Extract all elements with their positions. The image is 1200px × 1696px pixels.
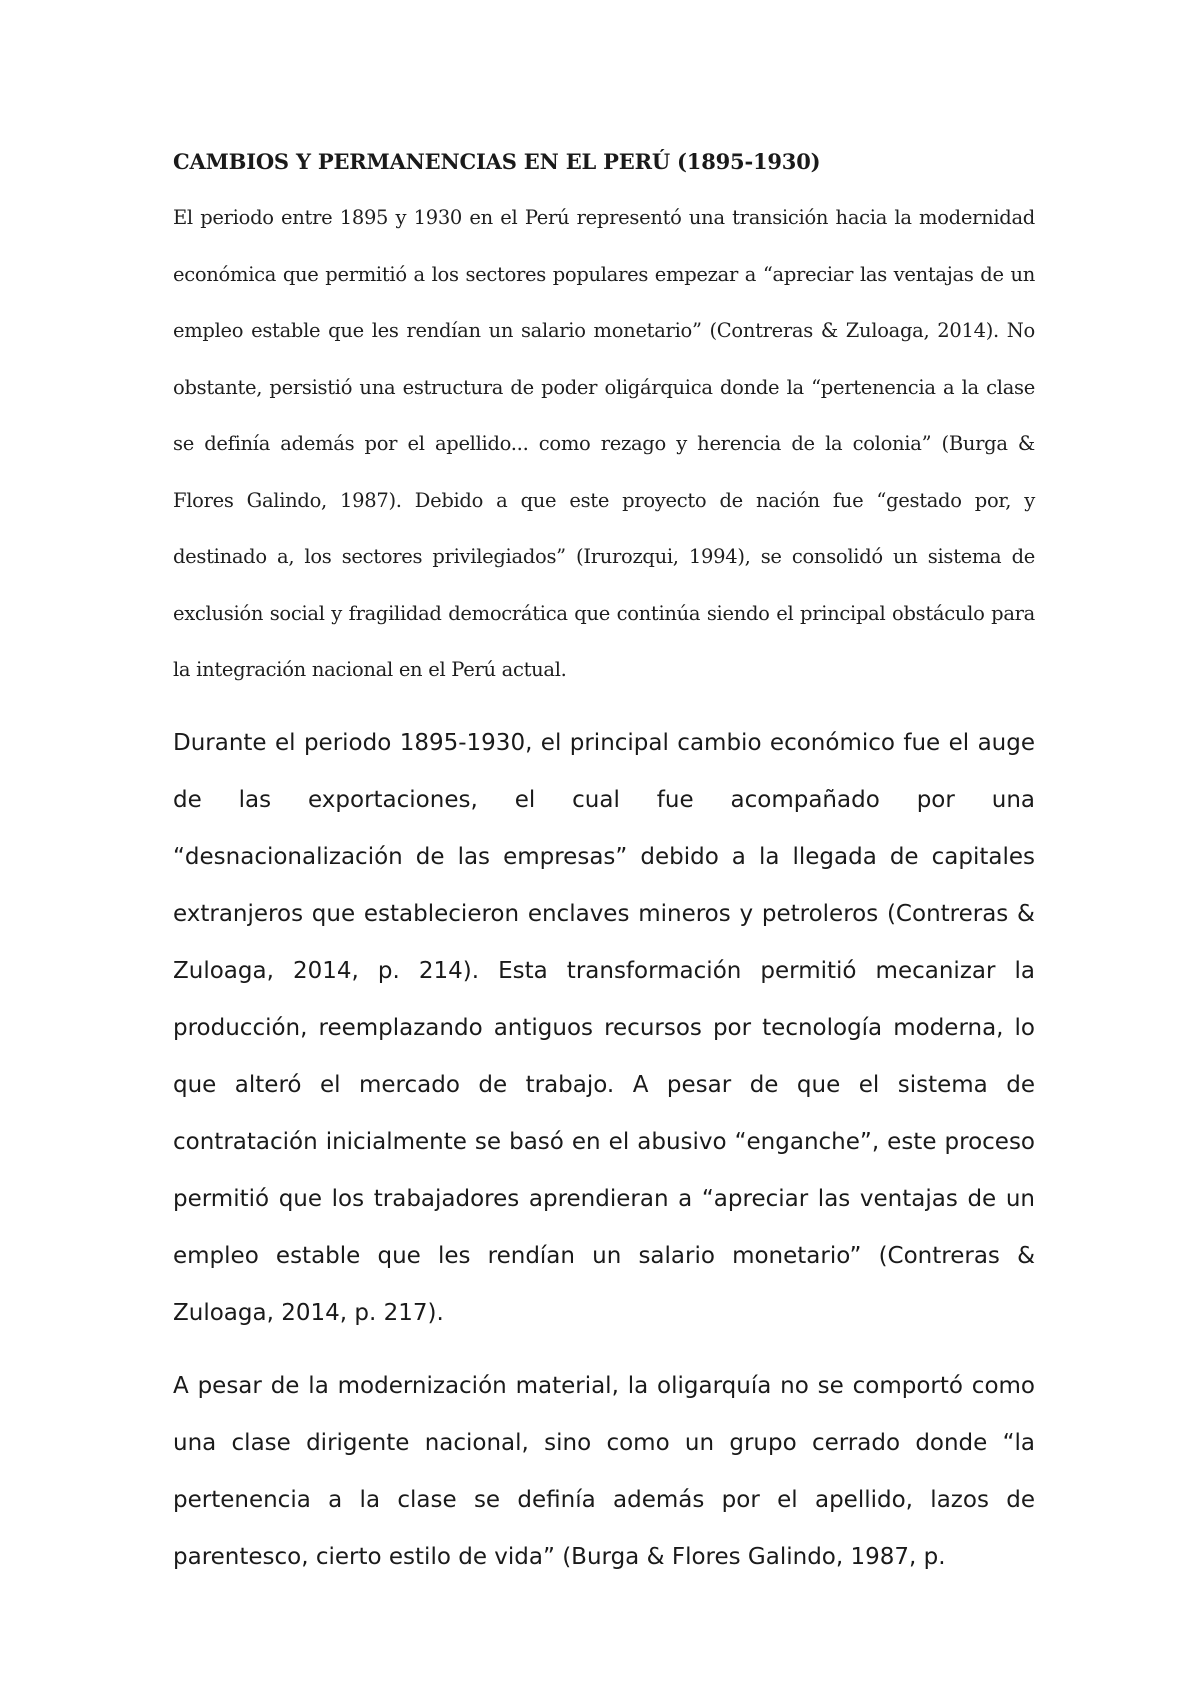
body-paragraph-1: Durante el periodo 1895-1930, el principal cambio económico fue el auge de las exportaciones, el cual fue acompañado por una “desnacionalización de las empresas” debido a la llegada de capitales extranjeros que establecieron enclaves mineros y petroleros (Contreras & Zuloaga, 2014, p. 214). Esta transformación permitió mecanizar la producción, reemplazando antiguos recursos por tecnología moderna, lo que alteró el mercado de trabajo. A pesar de que el sistema de contratación inicialmente se basó en el abusivo “enganche”, este proceso permitió que los trabajadores aprendieran a “apreciar las ventajas de un empleo estable que les rendían un salario monetario” (Contreras & Zuloaga, 2014, p. 217). bbox=[173, 729, 1035, 1326]
document-title: CAMBIOS Y PERMANENCIAS EN EL PERÚ (1895-1930) bbox=[173, 149, 821, 174]
abstract-paragraph: El periodo entre 1895 y 1930 en el Perú representó una transición hacia la modernidad económica que permitió a los sectores populares empezar a “apreciar las ventajas de un empleo estable que les rendían un salario monetario” (Contreras & Zuloaga, 2014). No obstante, persistió una estructura de poder oligárquica donde la “pertenencia a la clase se definía además por el apellido... como rezago y herencia de la colonia” (Burga & Flores Galindo, 1987). Debido a que este proyecto de nación fue “gestado por, y destinado a, los sectores privilegiados” (Irurozqui, 1994), se consolidó un sistema de exclusión social y fragilidad democrática que continúa siendo el principal obstáculo para la integración nacional en el Perú actual. bbox=[173, 206, 1035, 681]
document-content bbox=[173, 146, 1035, 1586]
body-paragraph-2: A pesar de la modernización material, la oligarquía no se comportó como una clase dirigente nacional, sino como un grupo cerrado donde “la pertenencia a la clase se definía además por el apellido, lazos de parentesco, cierto estilo de vida” (Burga & Flores Galindo, 1987, p. bbox=[173, 1372, 1035, 1570]
